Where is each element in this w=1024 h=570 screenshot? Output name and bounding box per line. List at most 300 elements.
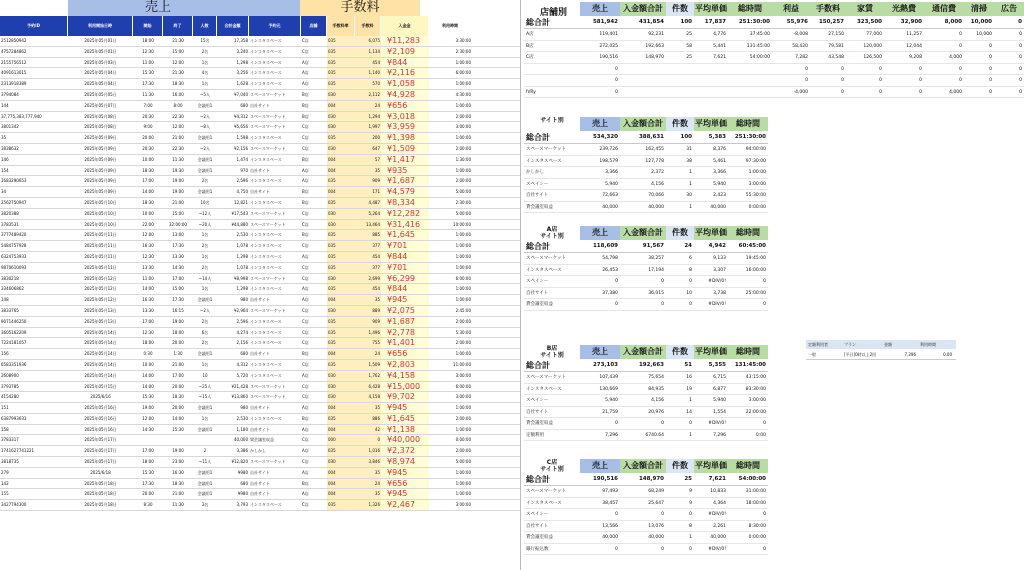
cell-手数料[interactable]: 3,846: [355, 457, 381, 467]
cell-手数料[interactable]: 1,997: [355, 122, 381, 132]
storeB-cell-4[interactable]: 7,296: [713, 432, 726, 438]
storeA-header-4[interactable]: 総時間: [728, 226, 768, 240]
storeB-cell-1[interactable]: 21,759: [602, 409, 618, 415]
storeA-total-4[interactable]: 4,942: [708, 243, 726, 249]
storeB-cell-0[interactable]: インスタスペース: [526, 386, 562, 392]
cell-店舗[interactable]: B店: [302, 156, 309, 162]
stores-cell-2[interactable]: 92,231: [648, 32, 664, 37]
cell-手数料[interactable]: 24: [355, 101, 381, 111]
cell-終了[interactable]: 12:00: [172, 59, 184, 65]
stores-cell-0[interactable]: C店: [526, 55, 534, 60]
stores-header-8[interactable]: 光熱費: [884, 2, 924, 16]
cell-終了[interactable]: 1:30: [173, 351, 183, 357]
storeC-cell-2[interactable]: 68,249: [648, 489, 664, 494]
storeB-cell-2[interactable]: 75,654: [648, 375, 664, 380]
storeA-cell-1[interactable]: 26,453: [602, 267, 618, 273]
cell-人数[interactable]: ~2人: [200, 307, 210, 313]
stores-cell-6[interactable]: 7,282: [795, 55, 808, 60]
storeC-total-2[interactable]: 148,970: [638, 476, 664, 482]
cell-人数[interactable]: 1名: [201, 286, 209, 292]
stores-total-5[interactable]: 251:30:00: [738, 19, 770, 25]
cell-人数[interactable]: 2: [203, 448, 207, 454]
stores-cell-12[interactable]: 0: [1019, 32, 1022, 37]
cell-手数料[interactable]: 35: [355, 489, 381, 499]
cell-予約元[interactable]: 自社サイト: [250, 491, 270, 497]
stores-cell-2[interactable]: 148,970: [645, 55, 664, 60]
site-cell-3[interactable]: 1: [689, 181, 692, 187]
storeB-header-4[interactable]: 総時間: [728, 345, 768, 359]
cell-開始[interactable]: 15:30: [142, 70, 154, 76]
cell-手数料[interactable]: 1,509: [355, 360, 381, 370]
storeA-cell-4[interactable]: 9,133: [713, 256, 726, 261]
cell-人数[interactable]: 会議用1: [197, 167, 213, 173]
stores-header-0[interactable]: 売上: [580, 2, 620, 16]
cell-利用時間[interactable]: 2:00:00: [455, 113, 471, 119]
stores-cell-7[interactable]: 0: [841, 66, 844, 72]
cell-終了[interactable]: 18:30: [172, 394, 184, 400]
storeC-header-0[interactable]: 売上: [580, 459, 620, 473]
cell-手数料[interactable]: 377: [355, 241, 381, 251]
cell-利用開始日時[interactable]: 2025年05月01日: [84, 48, 117, 54]
cell-人数[interactable]: 1名: [201, 59, 209, 65]
cell-手数料率[interactable]: 030: [327, 274, 355, 284]
storeB-cell-0[interactable]: 定額利用: [526, 432, 544, 438]
cell-店舗[interactable]: A店: [302, 297, 309, 303]
cell-店舗[interactable]: A店: [302, 167, 309, 173]
stores-cell-11[interactable]: 0: [989, 43, 992, 49]
cell-人数[interactable]: 10: [202, 372, 208, 378]
storeC-cell-0[interactable]: スペイシー: [526, 512, 549, 517]
cell-利用開始日時[interactable]: 2025年05月12日: [84, 286, 117, 292]
cell-手数料率[interactable]: 035: [327, 328, 355, 338]
cell-開始[interactable]: 14:00: [142, 286, 154, 292]
cell-利用時間[interactable]: 1:00:00: [455, 253, 471, 259]
stores-cell-2[interactable]: [620, 75, 666, 86]
cell-手数料率[interactable]: 004: [327, 101, 355, 111]
cell-利用開始日時[interactable]: 2025年05月11日: [84, 232, 117, 238]
cell-合計金額[interactable]: ¥17,543: [231, 210, 248, 216]
site-total-4[interactable]: 5,383: [708, 134, 726, 140]
storeA-cell-0[interactable]: インスタスペース: [526, 267, 562, 273]
cell-入金金[interactable]: ¥31,416: [381, 220, 429, 230]
cell-人数[interactable]: 15名: [200, 38, 210, 43]
storeA-cell-2[interactable]: 0: [661, 302, 664, 307]
cell-店舗[interactable]: C店: [302, 124, 309, 130]
site-header-4[interactable]: 総時間: [728, 117, 768, 131]
cell-終了[interactable]: 19:00: [172, 178, 184, 184]
cell-予約元[interactable]: インスタスペース: [250, 38, 282, 43]
cell-予約元[interactable]: インスタスペース: [250, 135, 282, 141]
storeA-cell-4[interactable]: 3,738: [713, 290, 726, 296]
stores-cell-12[interactable]: 0: [1019, 66, 1022, 72]
cell-人数[interactable]: 2名: [201, 264, 209, 270]
cell-利用時間[interactable]: 3:00:00: [455, 372, 471, 378]
cell-手数料率[interactable]: 030: [327, 209, 355, 219]
cell-手数料[interactable]: 57: [355, 155, 381, 165]
stores-cell-9[interactable]: 12,044: [906, 43, 922, 49]
cell-手数料率[interactable]: 004: [327, 468, 355, 478]
cell-手数料[interactable]: 6,075: [355, 36, 381, 46]
cell-利用時間[interactable]: 1:00:00: [455, 135, 471, 141]
stores-cell-1[interactable]: 0: [615, 78, 618, 83]
cell-利用時間[interactable]: 1:00:00: [455, 491, 471, 497]
cell-手数料率[interactable]: 035: [327, 133, 355, 143]
cell-合計金額[interactable]: 3,256: [236, 70, 248, 76]
cell-人数[interactable]: 3名: [201, 502, 209, 508]
cell-合計金額[interactable]: 3,386: [236, 448, 248, 454]
stores-cell-6[interactable]: -4,000: [793, 89, 808, 95]
storeB-cell-2[interactable]: 6740.64: [645, 432, 664, 438]
stores-cell-12[interactable]: 0: [1019, 78, 1022, 83]
cell-予約ID[interactable]: 3427794300: [1, 502, 27, 508]
storeA-header-1[interactable]: 入金額合計: [620, 226, 666, 240]
cell-終了[interactable]: 17:00: [172, 275, 184, 281]
storeA-cell-4[interactable]: 3,307: [713, 267, 726, 273]
storeA-cell-0[interactable]: スペイシー: [526, 279, 549, 284]
column-header-1[interactable]: 利用開始日時: [68, 16, 133, 36]
cell-店舗[interactable]: A店: [302, 405, 309, 411]
cell-手数料率[interactable]: 035: [327, 338, 355, 348]
cell-入金金[interactable]: ¥945: [381, 468, 429, 478]
cell-開始[interactable]: 11:30: [142, 91, 154, 97]
cell-予約元[interactable]: インスタスペース: [250, 48, 282, 54]
storeB-cell-5[interactable]: 0:00: [755, 432, 766, 438]
cell-利用開始日時[interactable]: 2025年05月10日: [84, 221, 117, 227]
cell-合計金額[interactable]: 1,474: [236, 156, 248, 162]
cell-終了[interactable]: 17:00: [172, 372, 184, 378]
cell-手数料率[interactable]: 030: [327, 457, 355, 467]
cell-手数料率[interactable]: 035: [327, 79, 355, 89]
cell-予約元[interactable]: インスタスペース: [250, 340, 282, 346]
stores-cell-6[interactable]: 0: [805, 66, 808, 72]
cell-店舗[interactable]: A店: [302, 286, 309, 292]
stores-cell-1[interactable]: 0: [615, 66, 618, 72]
storeC-cell-5[interactable]: 31:00:00: [745, 489, 766, 494]
storeC-cell-1[interactable]: 0: [615, 546, 618, 552]
cell-終了[interactable]: 16:15: [172, 307, 184, 313]
cell-予約ID[interactable]: 148: [1, 297, 9, 303]
storeA-header-2[interactable]: 件数: [666, 226, 694, 240]
column-header-11[interactable]: 利用時間: [429, 16, 472, 36]
storeC-cell-0[interactable]: スペースマーケット: [526, 489, 566, 494]
cell-利用開始日時[interactable]: 2025年05月14日: [84, 361, 117, 367]
storeB-cell-3[interactable]: 14: [686, 409, 692, 415]
storeB-header-0[interactable]: 売上: [580, 345, 620, 359]
cell-入金金[interactable]: ¥1,509: [381, 144, 429, 154]
stores-cell-10[interactable]: 0: [959, 66, 962, 72]
stores-cell-9[interactable]: 11,257: [906, 32, 922, 37]
cell-予約元[interactable]: かしかし: [250, 448, 266, 454]
cell-手数料[interactable]: 454: [355, 58, 381, 68]
cell-入金金[interactable]: ¥2,778: [381, 328, 429, 338]
storeC-cell-5[interactable]: 8:30:00: [748, 523, 766, 529]
cell-人数[interactable]: 1名: [201, 415, 209, 421]
cell-手数料率[interactable]: 035: [327, 317, 355, 327]
cell-合計金額[interactable]: ¥4,312: [234, 113, 248, 119]
cell-利用時間[interactable]: 6:00:00: [455, 275, 471, 281]
header-blank-cell[interactable]: [420, 0, 520, 16]
stores-cell-11[interactable]: 0: [989, 55, 992, 60]
cell-合計金額[interactable]: ¥21,428: [231, 383, 248, 389]
site-cell-2[interactable]: 162,455: [645, 147, 664, 152]
cell-予約元[interactable]: インスタスペース: [250, 81, 282, 87]
cell-利用開始日時[interactable]: 2025年05月15日: [84, 383, 117, 389]
stores-cell-3[interactable]: 58: [686, 43, 692, 49]
cell-手数料率[interactable]: 035: [327, 47, 355, 57]
cell-入金金[interactable]: ¥11,283: [381, 36, 429, 46]
cell-店舗[interactable]: B店: [302, 480, 309, 486]
cell-入金金[interactable]: ¥2,803: [381, 360, 429, 370]
stores-cell-3[interactable]: [666, 75, 694, 86]
cell-手数料[interactable]: 885: [355, 230, 381, 240]
site-cell-4[interactable]: 5,461: [713, 158, 726, 164]
cell-入金金[interactable]: ¥1,138: [381, 425, 429, 435]
cell-入金金[interactable]: ¥945: [381, 295, 429, 305]
cell-手数料率[interactable]: 035: [327, 500, 355, 510]
cell-予約元[interactable]: インスタスペース: [250, 264, 282, 270]
cell-手数料率[interactable]: 004: [327, 295, 355, 305]
stores-cell-3[interactable]: 25: [686, 55, 692, 60]
cell-合計金額[interactable]: ¥5,656: [234, 124, 248, 130]
cell-合計金額[interactable]: ¥7,040: [234, 91, 248, 97]
stores-total-4[interactable]: 17,837: [704, 19, 726, 25]
cell-店舗[interactable]: A店: [302, 81, 309, 87]
cell-終了[interactable]: 18:30: [172, 480, 184, 486]
cell-手数料率[interactable]: 030: [327, 144, 355, 154]
stores-header-4[interactable]: 総時間: [728, 2, 772, 16]
cell-手数料率[interactable]: 004: [327, 187, 355, 197]
site-cell-5[interactable]: 1:00:00: [748, 170, 766, 175]
cell-入金金[interactable]: ¥1,058: [381, 79, 429, 89]
cell-終了[interactable]: 22:30: [172, 113, 184, 119]
cell-利用開始日時[interactable]: 2025年05月14日: [84, 340, 117, 346]
site-cell-1[interactable]: 72,663: [602, 193, 618, 198]
cell-手数料率[interactable]: 035: [327, 446, 355, 456]
cell-利用開始日時[interactable]: 2025年05月17日: [84, 437, 117, 443]
cell-手数料[interactable]: 35: [355, 403, 381, 413]
site-cell-4[interactable]: 40,000: [710, 204, 726, 210]
cell-利用開始日時[interactable]: 2025年05月18日: [84, 480, 117, 486]
cell-利用開始日時[interactable]: 2025年05月11日: [84, 243, 117, 249]
cell-開始[interactable]: 20:30: [142, 113, 154, 119]
stores-cell-10[interactable]: 0: [959, 43, 962, 49]
storeB-cell-4[interactable]: 1,554: [713, 409, 726, 415]
cell-手数料率[interactable]: 035: [327, 36, 355, 46]
cell-手数料[interactable]: 24: [355, 479, 381, 489]
storeC-cell-3[interactable]: 0: [689, 512, 692, 517]
cell-利用開始日時[interactable]: 2025年05月09日: [84, 145, 117, 151]
storeA-cell-0[interactable]: スペースマーケット: [526, 256, 566, 261]
cell-開始[interactable]: 10:00: [142, 210, 154, 216]
sales-group-header[interactable]: 売上: [68, 0, 248, 16]
cell-終了[interactable]: 12:00: [172, 124, 184, 130]
stores-cell-1[interactable]: 119,401: [599, 32, 618, 37]
storeA-cell-0[interactable]: 自社サイト: [526, 290, 549, 296]
storeA-cell-3[interactable]: 0: [689, 279, 692, 284]
cell-店舗[interactable]: C店: [302, 318, 309, 324]
cell-店舗[interactable]: C店: [302, 210, 309, 216]
stores-cell-0[interactable]: [524, 64, 580, 75]
cell-合計金額[interactable]: 980: [240, 297, 248, 303]
cell-終了[interactable]: 23:00: [172, 459, 184, 465]
cell-利用時間[interactable]: 1:00:00: [455, 286, 471, 292]
cell-手数料[interactable]: 35: [355, 295, 381, 305]
stores-header-7[interactable]: 家賃: [846, 2, 884, 16]
cell-開始[interactable]: 12:00: [142, 232, 154, 238]
cell-予約元[interactable]: インスタスペース: [250, 70, 282, 76]
cell-開始[interactable]: 15:30: [142, 394, 154, 400]
cell-予約ID[interactable]: 3830218: [1, 275, 19, 281]
cell-店舗[interactable]: C店: [302, 502, 309, 508]
stores-cell-2[interactable]: [620, 87, 666, 98]
cell-開始[interactable]: 18:00: [142, 459, 154, 465]
cell-予約元[interactable]: スペースマーケット: [250, 307, 286, 313]
cell-人数[interactable]: 会議用1: [197, 297, 213, 303]
cell-開始[interactable]: 17:00: [142, 178, 154, 184]
storeA-cell-5[interactable]: 0: [763, 279, 766, 284]
site-cell-5[interactable]: 97:30:00: [745, 158, 766, 164]
cell-合計金額[interactable]: 4,312: [236, 361, 248, 367]
cell-予約元[interactable]: 自社サイト: [250, 102, 270, 108]
storeC-total-1[interactable]: 190,516: [592, 476, 618, 482]
cell-予約元[interactable]: インスタスペース: [250, 361, 282, 367]
storeA-cell-1[interactable]: 37,380: [602, 290, 618, 296]
cell-予約元[interactable]: インスタスペース: [250, 178, 282, 184]
cell-手数料[interactable]: 1,762: [355, 371, 381, 381]
storeA-cell-5[interactable]: 0: [763, 302, 766, 307]
cell-手数料[interactable]: 171: [355, 187, 381, 197]
cell-手数料[interactable]: 1,140: [355, 68, 381, 78]
cell-手数料[interactable]: 24: [355, 349, 381, 359]
cell-入金金[interactable]: ¥656: [381, 349, 429, 359]
stores-cell-7[interactable]: 27,150: [828, 32, 844, 37]
cell-予約元[interactable]: スペースマーケット: [250, 459, 286, 465]
stores-cell-7[interactable]: 0: [841, 78, 844, 83]
cell-利用時間[interactable]: 5:00:00: [455, 210, 471, 216]
storeA-cell-2[interactable]: 36,015: [648, 290, 664, 296]
cell-予約元[interactable]: スペースマーケット: [250, 210, 286, 216]
stores-cell-7[interactable]: 79,581: [828, 43, 844, 49]
cell-合計金額[interactable]: 680: [240, 351, 248, 357]
cell-予約元[interactable]: スペースマーケット: [250, 275, 286, 281]
cell-店舗[interactable]: C店: [302, 329, 309, 335]
stores-cell-4[interactable]: [694, 75, 728, 86]
cell-手数料率[interactable]: 004: [327, 489, 355, 499]
storeC-cell-0[interactable]: 銀行振込数: [526, 546, 549, 552]
cell-利用開始日時[interactable]: 2025年05月09日: [84, 167, 117, 173]
cell-開始[interactable]: 11:00: [142, 59, 154, 65]
cell-予約元[interactable]: 自社サイト: [250, 167, 270, 173]
storeC-cell-4[interactable]: #DIV/0!: [708, 546, 726, 552]
cell-合計金額[interactable]: 3,793: [236, 502, 248, 508]
site-total-0[interactable]: 総合計: [526, 133, 550, 142]
stores-cell-10[interactable]: 4,000: [949, 55, 962, 60]
cell-人数[interactable]: 会議用1: [197, 102, 213, 108]
cell-手数料率[interactable]: 030: [327, 371, 355, 381]
cell-合計金額[interactable]: 2,530: [236, 415, 248, 421]
storeC-cell-2[interactable]: 40,000: [648, 535, 664, 540]
stores-total-10[interactable]: 8,000: [944, 19, 962, 25]
stores-cell-4[interactable]: [694, 87, 728, 98]
site-cell-0[interactable]: スペイシー: [526, 181, 549, 187]
cell-入金金[interactable]: ¥6,299: [381, 274, 429, 284]
cell-入金金[interactable]: ¥3,959: [381, 122, 429, 132]
cell-店舗[interactable]: B店: [302, 91, 309, 97]
storeB-header-1[interactable]: 入金額合計: [620, 345, 666, 359]
cell-店舗[interactable]: C店: [302, 307, 309, 313]
cell-合計金額[interactable]: 2,156: [236, 340, 248, 346]
stores-cell-0[interactable]: [524, 75, 580, 86]
sales-header-ext[interactable]: [248, 0, 300, 16]
cell-合計金額[interactable]: 1,298: [236, 253, 248, 259]
cell-合計金額[interactable]: 3,240: [236, 48, 248, 54]
cell-開始[interactable]: 13:30: [142, 264, 154, 270]
storeB-cell-3[interactable]: 19: [686, 386, 692, 392]
cell-予約ID[interactable]: 7224181057: [1, 340, 27, 346]
cell-利用開始日時[interactable]: 2025年05月09日: [84, 135, 117, 141]
cell-合計金額[interactable]: ¥980: [237, 491, 248, 497]
cell-予約元[interactable]: スペースマーケット: [250, 91, 286, 97]
storeA-cell-4[interactable]: #DIV/0!: [708, 302, 726, 307]
cell-人数[interactable]: 1名: [201, 361, 209, 367]
stores-cell-9[interactable]: 0: [919, 78, 922, 83]
storeB-cell-1[interactable]: 107,439: [599, 375, 618, 380]
cell-予約元[interactable]: スペースマーケット: [250, 394, 286, 400]
cell-手数料[interactable]: 35: [355, 166, 381, 176]
storeB-cell-4[interactable]: 6,877: [713, 386, 726, 392]
cell-開始[interactable]: 16:30: [142, 297, 154, 303]
storeB-cell-0[interactable]: 貸会議室収益: [526, 421, 553, 426]
cell-開始[interactable]: 0:30: [143, 351, 153, 357]
cell-利用開始日時[interactable]: 2025年05月08日: [84, 124, 117, 130]
site-cell-5[interactable]: 3:00:00: [748, 181, 766, 187]
cell-人数[interactable]: ~2人: [200, 145, 210, 151]
column-header-7[interactable]: 店舗: [301, 16, 327, 36]
cell-終了[interactable]: 17:30: [172, 243, 184, 249]
cell-利用開始日時[interactable]: 2025年05月12日: [84, 275, 117, 281]
cell-店舗[interactable]: A店: [302, 372, 309, 378]
cell-人数[interactable]: ~12人: [198, 210, 212, 216]
cell-利用時間[interactable]: 0:00:00: [455, 437, 471, 443]
cell-予約ID[interactable]: 9870610093: [1, 264, 27, 270]
cell-利用開始日時[interactable]: 2025年05月14日: [84, 351, 117, 357]
storeB-cell-1[interactable]: 7,296: [605, 432, 618, 438]
storeB-cell-4[interactable]: 5,940: [713, 398, 726, 403]
storeC-cell-4[interactable]: 4,364: [713, 500, 726, 506]
cell-入金金[interactable]: ¥2,075: [381, 306, 429, 316]
cell-予約ID[interactable]: 6324753933: [1, 253, 27, 259]
cell-開始[interactable]: 16:30: [142, 243, 154, 249]
cell-手数料率[interactable]: 035: [327, 241, 355, 251]
cell-利用時間[interactable]: 1:00:00: [455, 232, 471, 238]
cell-人数[interactable]: 会議用1: [197, 426, 213, 432]
stores-cell-7[interactable]: 43,548: [828, 55, 844, 60]
storeC-cell-3[interactable]: 0: [689, 546, 692, 552]
stores-cell-10[interactable]: 0: [959, 78, 962, 83]
storeC-cell-1[interactable]: 97,493: [602, 489, 618, 494]
storeC-cell-2[interactable]: 13,076: [648, 523, 664, 529]
column-header-2[interactable]: 開始: [133, 16, 163, 36]
cell-手数料[interactable]: 909: [355, 317, 381, 327]
cell-手数料[interactable]: 570: [355, 79, 381, 89]
storeA-cell-0[interactable]: 貸会議室収益: [526, 302, 553, 307]
cell-合計金額[interactable]: 680: [240, 480, 248, 486]
cell-手数料率[interactable]: 004: [327, 349, 355, 359]
column-header-0[interactable]: 予約ID: [0, 16, 68, 36]
cell-利用時間[interactable]: 2:00:00: [455, 145, 471, 151]
storeA-total-1[interactable]: 118,609: [592, 243, 618, 249]
cell-利用時間[interactable]: 2:30:00: [455, 199, 471, 205]
